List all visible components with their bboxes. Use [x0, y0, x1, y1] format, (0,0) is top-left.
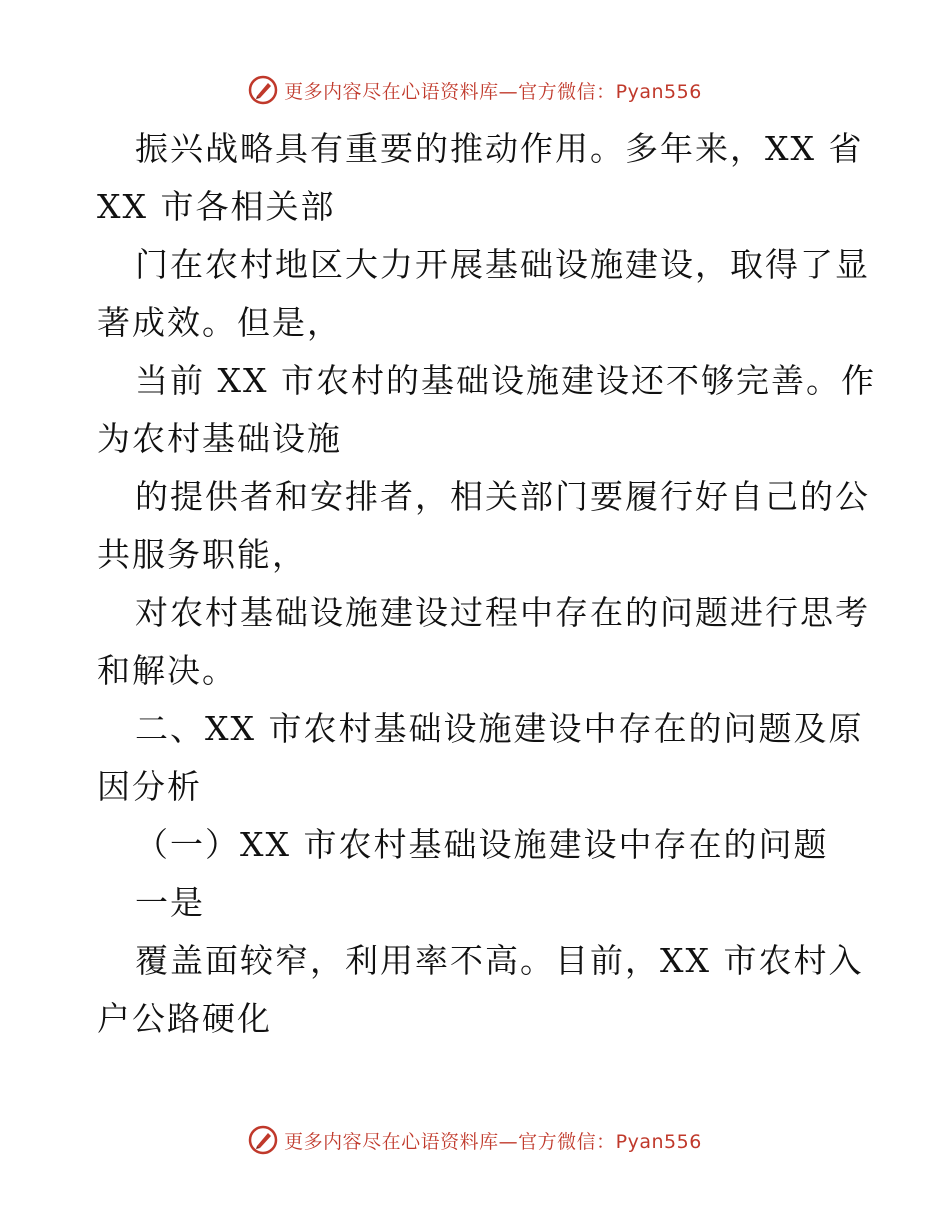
header-watermark-banner — [0, 70, 950, 110]
subsection-heading: （一）XX 市农村基础设施建设中存在的问题 — [135, 825, 829, 864]
pen-logo-icon — [248, 1125, 278, 1155]
paragraph-line: 一是 — [135, 883, 205, 922]
paragraph-line: 共服务职能， — [97, 535, 307, 574]
paragraph-line: 对农村基础设施建设过程中存在的问题进行思考 — [135, 593, 870, 632]
paragraph-line: 的提供者和安排者，相关部门要履行好自己的公 — [135, 477, 870, 516]
footer-banner-text: 更多内容尽在心语资料库—官方微信：Pyan556 — [284, 1130, 702, 1153]
paragraph-line: 振兴战略具有重要的推动作用。多年来，XX 省 — [135, 129, 864, 168]
paragraph-line: 当前 XX 市农村的基础设施建设还不够完善。作 — [135, 361, 876, 400]
footer-watermark-banner — [0, 1120, 950, 1160]
header-banner-text: 更多内容尽在心语资料库—官方微信：Pyan556 — [284, 80, 702, 103]
paragraph-line: 覆盖面较窄，利用率不高。目前，XX 市农村入 — [135, 941, 864, 980]
paragraph-line: 著成效。但是， — [97, 303, 342, 342]
section-heading-line: 二、XX 市农村基础设施建设中存在的问题及原 — [135, 709, 864, 748]
paragraph-line: 和解决。 — [97, 651, 237, 690]
paragraph-line: 门在农村地区大力开展基础设施建设，取得了显 — [135, 245, 870, 284]
paragraph-line: 为农村基础设施 — [97, 419, 342, 458]
paragraph-line: 户公路硬化 — [97, 999, 272, 1038]
document-body — [97, 120, 876, 1048]
paragraph-line: XX 市各相关部 — [97, 187, 336, 226]
section-heading-line: 因分析 — [97, 767, 202, 806]
pen-logo-icon — [248, 75, 278, 105]
